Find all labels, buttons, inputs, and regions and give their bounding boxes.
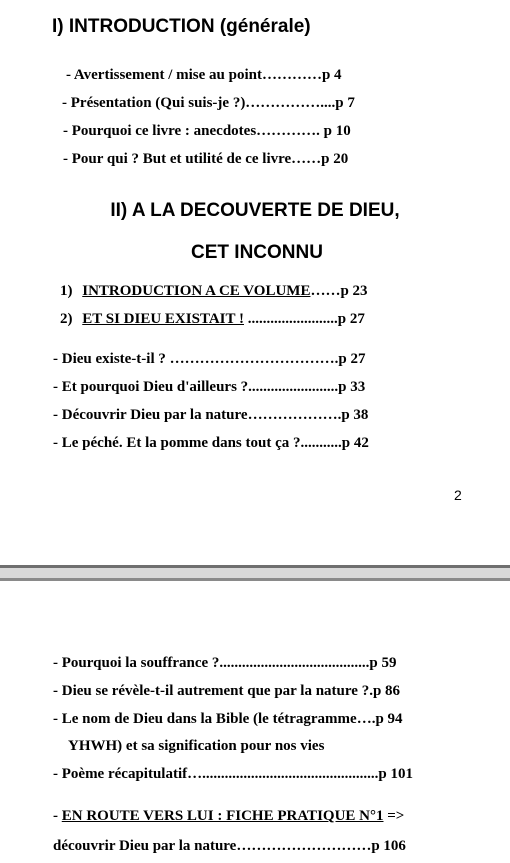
toc-page-ref: ........................p 27 — [243, 311, 365, 327]
toc-item: - Présentation (Qui suis-je ?)……………....p 7 — [62, 95, 355, 111]
toc-underlined-title: INTRODUCTION A CE VOLUME — [82, 283, 311, 299]
toc-item-continuation: YHWH) et sa signification pour nos vies — [68, 738, 325, 754]
page-2 — [0, 581, 510, 863]
toc-item: - Dieu existe-t-il ? …………………………….p 27 — [53, 351, 366, 367]
toc-page-ref: ……p 23 — [310, 283, 368, 299]
fiche-suffix: => — [383, 808, 405, 824]
section-1-title: I) INTRODUCTION (générale) — [52, 16, 311, 37]
toc-item: - Pour qui ? But et utilité de ce livre……p 20 — [63, 151, 349, 167]
toc-item: - Découvrir Dieu par la nature……………….p 38 — [53, 407, 369, 423]
section-2-title-line1: II) A LA DECOUVERTE DE DIEU, — [110, 200, 400, 221]
fiche-pratique-line — [53, 808, 404, 825]
section-2-title-line2: CET INCONNU — [191, 242, 323, 263]
toc-item: - Avertissement / mise au point…………p 4 — [66, 67, 342, 83]
toc-item: - Pourquoi la souffrance ?........................................p 59 — [53, 655, 397, 671]
page-number: 2 — [454, 487, 462, 503]
toc-underlined-title: ET SI DIEU EXISTAIT ! — [82, 311, 244, 327]
page-separator — [0, 565, 510, 581]
toc-numbered-item — [60, 283, 368, 300]
toc-item: - Pourquoi ce livre : anecdotes…………. p 10 — [63, 123, 351, 139]
fiche-prefix: - — [53, 808, 62, 824]
toc-number: 1) — [60, 283, 73, 299]
toc-numbered-item — [60, 311, 365, 328]
toc-item: - Le nom de Dieu dans la Bible (le tétragramme….p 94 — [53, 711, 403, 727]
fiche-title: EN ROUTE VERS LUI : FICHE PRATIQUE N°1 — [61, 808, 384, 824]
fiche-pratique-line2: découvrir Dieu par la nature………………………p 106 — [53, 838, 406, 854]
toc-item: - Et pourquoi Dieu d'ailleurs ?........................p 33 — [53, 379, 366, 395]
toc-item: - Le péché. Et la pomme dans tout ça ?...........p 42 — [53, 435, 369, 451]
toc-item: - Poème récapitulatif…...............................................p 101 — [53, 766, 413, 782]
toc-number: 2) — [60, 311, 73, 327]
toc-item: - Dieu se révèle-t-il autrement que par la nature ?.p 86 — [53, 683, 401, 699]
